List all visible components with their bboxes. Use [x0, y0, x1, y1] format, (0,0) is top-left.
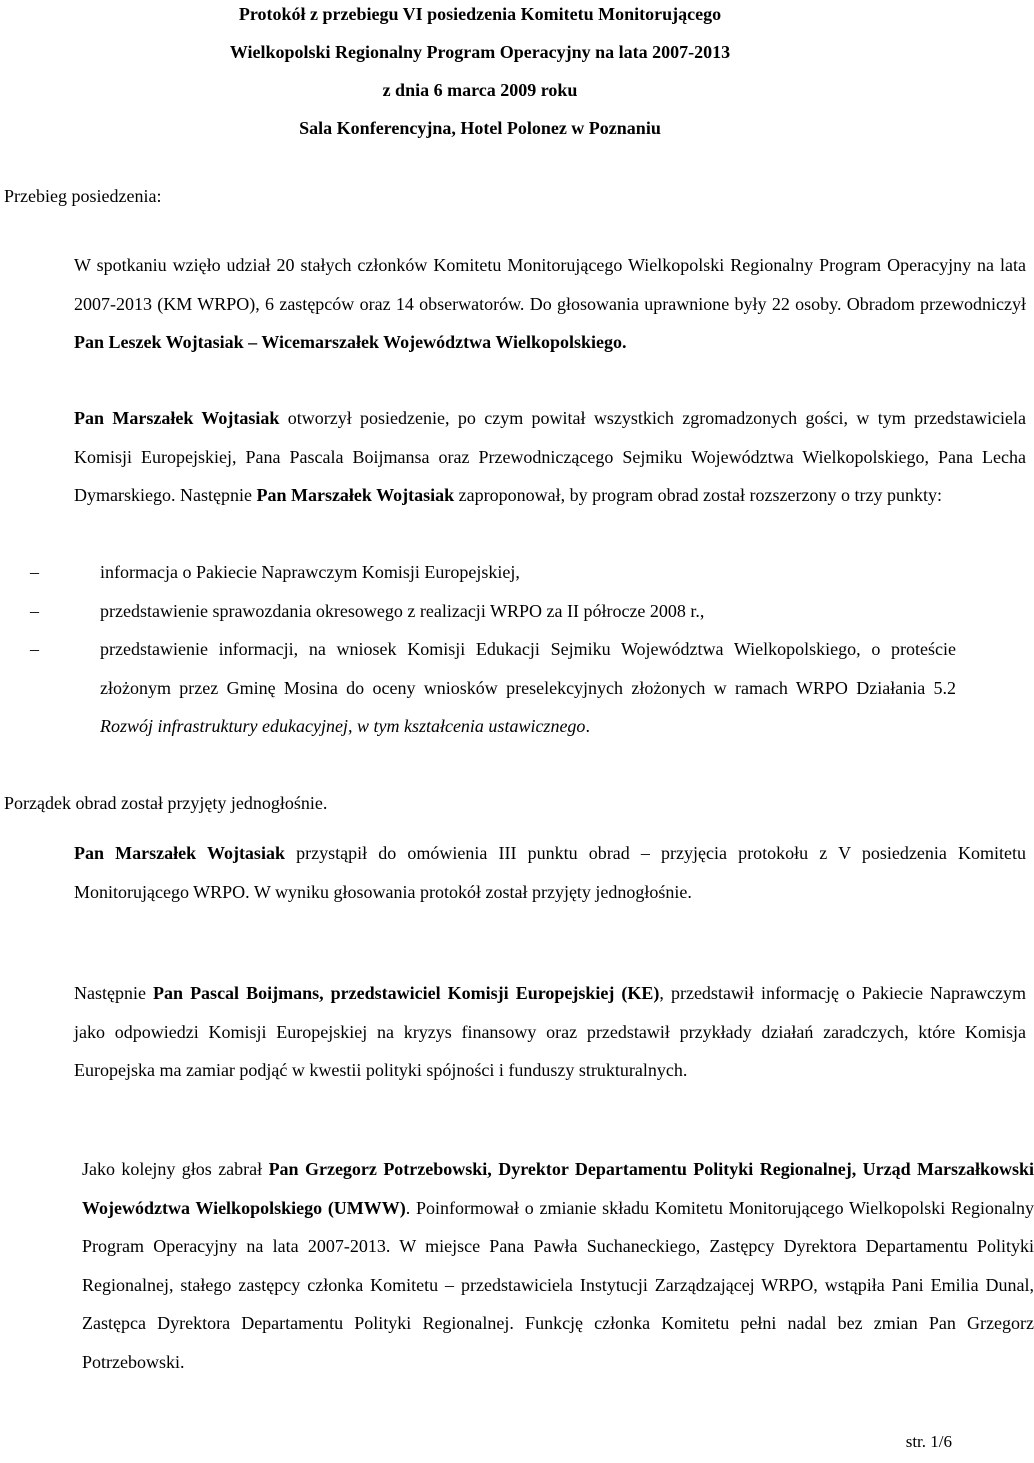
- speaker: Pan Marszałek Wojtasiak: [256, 485, 455, 506]
- chairman: Pan Leszek Wojtasiak – Wicemarszałek Województwa Wielkopolskiego.: [74, 332, 627, 353]
- period: .: [585, 716, 590, 737]
- section-heading: Przebieg posiedzenia:: [4, 186, 162, 206]
- text: , przedstawił informację o Pakiecie Naprawczym jako odpowiedzi Komisji Europejskiej na kryzys finansowy oraz przedstawił przykłady działań zaradczych, które Komisja Europejska ma zamiar podjąć w kwestii polityki spójności i funduszy strukturalnych.: [74, 983, 1026, 1081]
- speaker: Pan Grzegorz Potrzebowski, Dyrektor Departamentu Polityki Regionalnej, Urząd Marszałkowski Województwa Wielkopolskiego (UMWW): [82, 1159, 1034, 1218]
- paragraph-minutes: [4, 834, 1026, 911]
- paragraph-umww: [4, 1150, 1034, 1382]
- measure-title: Rozwój infrastruktury edukacyjnej, w tym kształcenia ustawicznego: [100, 716, 586, 737]
- page-number: str. 1/6: [905, 1432, 952, 1451]
- list-item: [4, 553, 956, 592]
- title-line-3: z dnia 6 marca 2009 roku: [382, 80, 578, 100]
- text: . Poinformował o zmianie składu Komitetu Monitorującego Wielkopolski Regionalny Program Operacyjny na lata 2007-2013. W miejsce Pana Pawła Suchaneckiego, Zastępcy Dyrektora Departamentu Polityki Regionalnej, stałego zastępcy członka Komitetu – przedstawiciela Instytucji Zarządzającej WRPO, wstąpiła Pani Emilia Dunal, Zastępca Dyrektora Departamentu Polityki Regionalnej. Funkcję członka Komitetu pełni nadal bez zmian Pan Grzegorz Potrzebowski.: [82, 1197, 1034, 1372]
- paragraph-ke: [4, 974, 1026, 1090]
- paragraph-attendance: [4, 246, 1026, 362]
- speaker: Pan Marszałek Wojtasiak: [74, 843, 285, 863]
- text: przystąpił do omówienia III punktu obrad – przyjęcia protokołu z V posiedzenia Komitetu Monitorującego WRPO. W wyniku głosowania protokół został przyjęty jednogłośnie.: [74, 843, 1027, 902]
- dash-bullet: –: [30, 639, 39, 660]
- text: otworzył posiedzenie, po czym powitał wszystkich zgromadzonych gości, w tym przedstawiciela Komisji Europejskiej, Pana Pascala Boijmansa oraz Przewodniczącego Sejmiku Województwa Wielkopolskiego, Pana Lecha Dymarskiego. Następnie: [74, 408, 1027, 506]
- agenda-list: [4, 553, 956, 746]
- text: zaproponował, by program obrad został rozszerzony o trzy punkty:: [454, 485, 942, 506]
- dash-bullet: –: [30, 562, 39, 582]
- list-item-text: przedstawienie informacji, na wniosek Komisji Edukacji Sejmiku Województwa Wielkopolskiego, o proteście złożonym przez Gminę Mosina do oceny wniosków preselekcyjnych złożonych w ramach WRPO Działania 5.2: [100, 639, 956, 698]
- dash-bullet: –: [30, 600, 39, 621]
- text: Następnie: [74, 983, 154, 1003]
- list-item-text: przedstawienie sprawozdania okresowego z realizacji WRPO za II półrocze 2008 r.,: [100, 600, 705, 621]
- text: Jako kolejny głos zabrał: [82, 1159, 269, 1179]
- speaker: Pan Marszałek Wojtasiak: [74, 408, 280, 428]
- title-line-2: Wielkopolski Regionalny Program Operacyjny na lata 2007-2013: [229, 42, 731, 62]
- title-line-4: Sala Konferencyjna, Hotel Polonez w Poznaniu: [299, 118, 661, 138]
- paragraph-opening: [4, 399, 1026, 515]
- title-line-1: Protokół z przebiegu VI posiedzenia Komitetu Monitorującego: [238, 4, 722, 24]
- list-item: [4, 592, 956, 631]
- speaker: Pan Pascal Boijmans, przedstawiciel Komisji Europejskiej (KE): [153, 983, 660, 1003]
- paragraph-agenda-adopted: Porządek obrad został przyjęty jednogłośnie.: [4, 793, 328, 813]
- list-item-text: informacja o Pakiecie Naprawczym Komisji Europejskiej,: [100, 562, 520, 582]
- text: W spotkaniu wzięło udział 20 stałych członków Komitetu Monitorującego Wielkopolski Regionalny Program Operacyjny na lata 2007-2013 (KM WRPO), 6 zastępców oraz 14 obserwatorów. Do głosowania uprawnione były 22 osoby. Obradom przewodniczył: [74, 255, 1026, 314]
- list-item: [4, 630, 956, 746]
